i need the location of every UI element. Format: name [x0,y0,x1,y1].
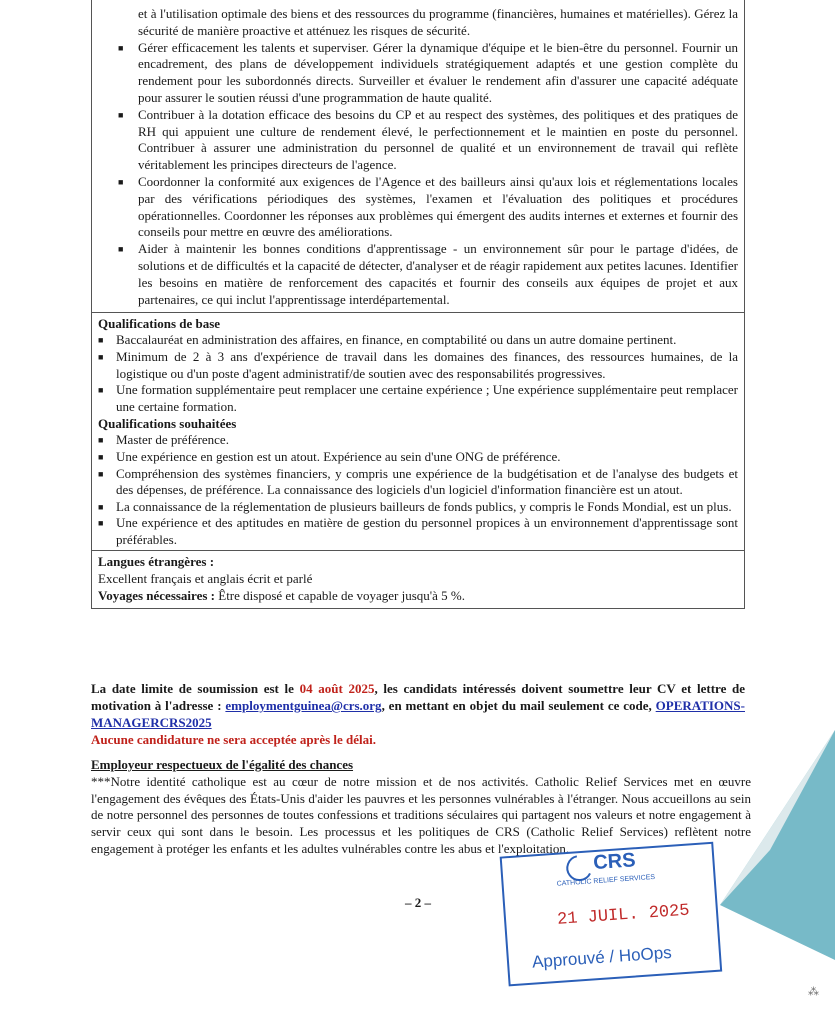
square-bullet-icon: ■ [98,335,104,346]
list-item [98,432,738,449]
eeo-text: ***Notre identité catholique est au cœur de notre mission et de nos activités. Catholic Relief Services met en œuvre l'engagement des évêques des États-Unis d'aider les pauvres et les personnes vulnérables à l'étranger. Nous accueillons au sein de notre personnel des personnes de toutes confessions et traditions séculaires qui partagent nos valeurs et notre engagement à servir ceux qui sont dans le besoin. Les processus et les politiques de CRS (Catholic Relief Services) reflètent notre engagement à protéger les enfants et les adultes vulnérables contre les abus et l'exploitation. [91,773,751,856]
square-bullet-icon: ■ [98,385,104,396]
list-item [116,6,738,40]
job-description-table [91,0,745,609]
email-link[interactable]: employmentguinea@crs.org [225,698,382,713]
crs-logo-icon [567,855,591,880]
responsibilities-list [92,0,744,312]
square-bullet-icon: ■ [98,501,104,512]
preferred-qualifications-heading: Qualifications souhaitées [98,416,237,432]
responsibility-text: Gérer efficacement les talents et superviser. Gérer la dynamique d'équipe et le bien-être du personnel. Fournir un encadrement, des plans de développement individuels stratégiquement adaptés et une gestion complète du rendement pour les subordonnés directs. Surveiller et évaluer le rendement afin d'assurer une capacité adéquate pour assurer le soutien réussi d'une programmation de haute qualité. [138,39,738,105]
stamp-org: CATHOLIC RELIEF SERVICES [556,873,656,888]
deadline-text: , en mettant en objet du mail seulement ce code, [381,698,656,713]
qualification-text: Une expérience en gestion est un atout. Expérience au sein d'une ONG de préférence. [116,448,561,464]
corner-initial-mark: ⁂ [808,985,819,998]
eeo-heading: Employeur respectueux de l'égalité des chances [91,757,354,772]
square-bullet-icon: ■ [98,435,104,446]
square-bullet-icon: ■ [118,42,124,53]
page-number: – 2 – [405,895,431,910]
square-bullet-icon: ■ [98,518,104,529]
qualification-text: Compréhension des systèmes financiers, y compris une expérience de la budgétisation et de l'analyse des budgets et des dépenses, de préférence. La connaissance des logiciels d'un logiciel d'information financière est un atout. [116,465,738,498]
square-bullet-icon: ■ [118,176,124,187]
travel-heading: Voyages nécessaires : [98,588,215,604]
list-item [98,382,738,415]
list-item [116,174,738,241]
deadline-text: , les candidats intéressés doivent soumettre leur CV et lettre de motivation à l'adresse : [91,681,745,713]
list-item [98,332,738,349]
basic-qualifications-heading: Qualifications de base [98,316,221,332]
responsibility-text: et à l'utilisation optimale des biens et des ressources du programme (financières, humaines et matérielles). Gérez la sécurité de manière proactive et atténuez les risques de sécurité. [138,6,738,38]
list-item [116,107,738,174]
responsibility-text: Contribuer à la dotation efficace des besoins du CP et au respect des systèmes, des politiques et des pratiques de RH qui appuient une culture de rendement élevé, le perfectionnement et le maintien en poste du personnel. Contribuer à assurer une administration du personnel de qualité et un environnement de travail qui reflète véritablement les principes directeurs de l'agence. [138,106,738,173]
travel-text: Être disposé et capable de voyager jusqu'à 5 %. [218,588,465,604]
responsibility-text: Coordonner la conformité aux exigences de l'Agence et des bailleurs ainsi qu'aux lois et réglementations locales par des vérifications périodiques des systèmes, l'examen et l'évaluation des politiques et procédures opérationnelles. Coordonner les réponses aux problèmes qui émergent des audits internes et externes et fournir des conseils pour mettre en œuvre des améliorations. [138,173,738,240]
square-bullet-icon: ■ [98,468,104,479]
languages-text: Excellent français et anglais écrit et parlé [98,571,313,587]
square-bullet-icon: ■ [98,351,104,362]
qualification-text: Master de préférence. [116,432,229,448]
list-item [116,241,738,308]
list-item [98,466,738,499]
qualification-text: Baccalauréat en administration des affaires, en finance, en comptabilité ou dans un autre domaine pertinent. [116,332,677,348]
list-item [98,515,738,548]
square-bullet-icon: ■ [118,244,124,255]
stamp-date: 21 JUIL. 2025 [556,901,691,930]
approval-stamp [497,840,727,990]
square-bullet-icon: ■ [118,109,124,120]
list-item [98,349,738,382]
list-item [116,40,738,107]
qualification-text: Une expérience et des aptitudes en matière de gestion du personnel propices à un environnement d'apprentissage sont préférables. [116,515,738,547]
list-item [98,449,738,466]
basic-qualifications-list [98,332,738,415]
qualifications-cell [92,313,744,551]
languages-heading: Langues étrangères : [98,554,215,570]
deadline-warning: Aucune candidature ne sera acceptée après le délai. [91,732,376,747]
subject-code: OPERATIONS-MANAGERCRS2025 [91,698,745,730]
deadline-text: La date limite de soumission est le [91,681,300,696]
stamp-approval: Approuvé / HoOps [531,942,673,972]
deadline-paragraph [91,680,745,748]
qualification-text: Une formation supplémentaire peut remplacer une certaine expérience ; Une expérience supplémentaire peut remplacer une certaine formation. [116,382,738,414]
deadline-date: 04 août 2025 [299,681,375,696]
list-item [98,499,738,516]
languages-travel-cell [92,551,744,608]
preferred-qualifications-list [98,432,738,548]
travel-line [98,587,738,604]
stamp-logo: CRS [592,849,637,875]
qualification-text: Minimum de 2 à 3 ans d'expérience de travail dans les domaines des finances, des ressources humaines, de la logistique ou d'un poste d'agent administratif/de soutien avec des responsabilités progressives. [116,348,738,381]
responsibility-text: Aider à maintenir les bonnes conditions d'apprentissage - un environnement sûr pour le partage d'idées, de solutions et de difficultés et la capacité de détecter, d'analyser et de réagir rapidement aux petites lacunes. Identifier les besoins en matière de renforcement des capacités et fournir des conseils aux équipes de projet et aux partenaires, ce qui inclut l'apprentissage interdépartemental. [138,241,738,307]
responsibilities-cell [92,0,744,313]
square-bullet-icon: ■ [98,451,104,462]
qualification-text: La connaissance de la réglementation de plusieurs bailleurs de fonds publics, y compris le Fonds Mondial, est un plus. [116,498,732,514]
